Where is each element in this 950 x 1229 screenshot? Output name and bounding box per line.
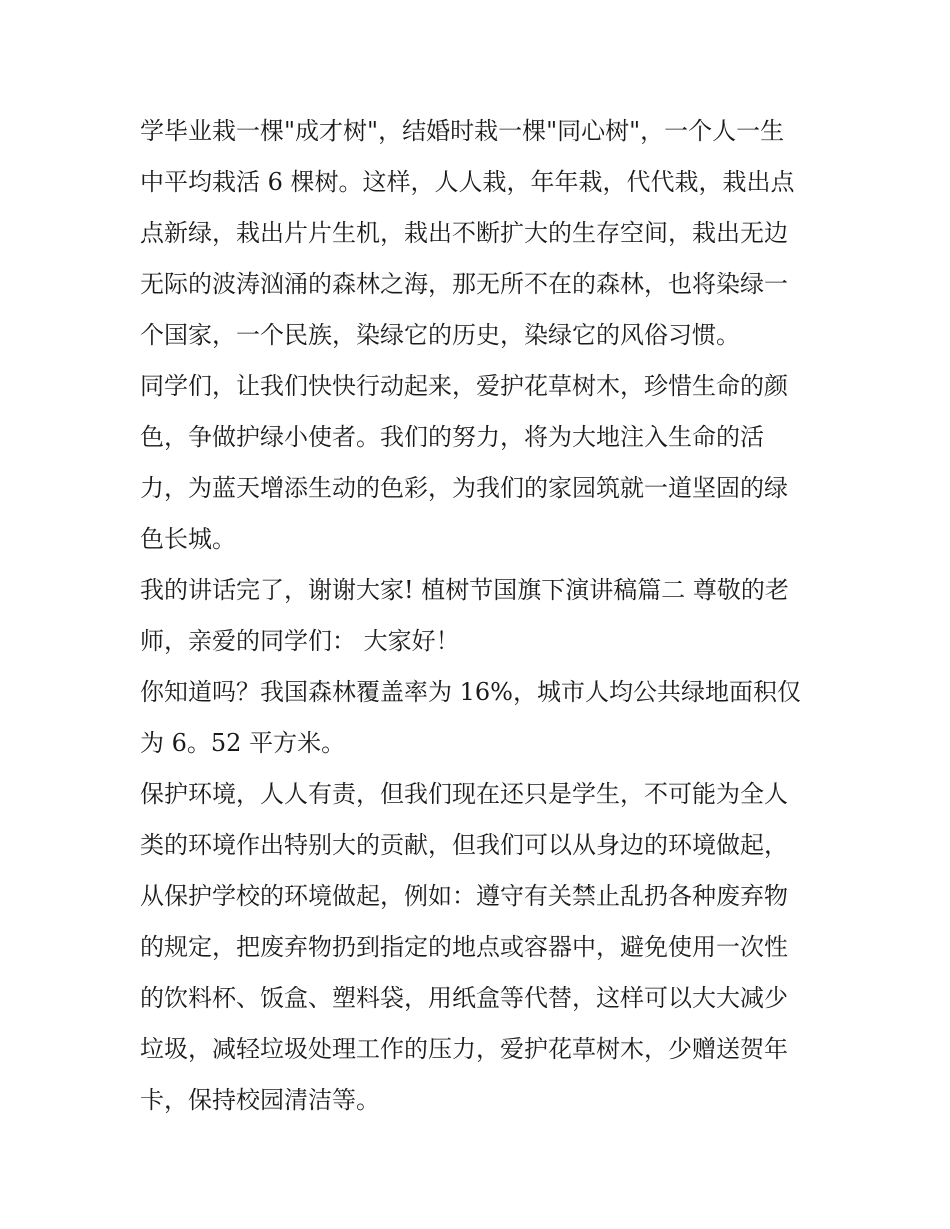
text-line: 为 6。52 平方米。 [140,729,346,757]
text-line: 的规定，把废弃物扔到指定的地点或容器中，避免使用一次性 [140,933,788,961]
text-line: 的饮料杯、饭盒、塑料袋，用纸盒等代替，这样可以大大减少 [140,984,788,1012]
text-line: 个国家，一个民族，染绿它的历史，染绿它的风俗习惯。 [140,321,740,349]
text-line: 力，为蓝天增添生动的色彩，为我们的家园筑就一道坚固的绿 [140,474,788,502]
text-line: 类的环境作出特别大的贡献，但我们可以从身边的环境做起， [140,831,788,859]
text-line: 师，亲爱的同学们： 大家好！ [140,627,460,655]
text-line: 我的讲话完了，谢谢大家! 植树节国旗下演讲稿篇二 尊敬的老 [140,576,789,604]
text-line: 无际的波涛汹涌的森林之海，那无所不在的森林，也将染绿一 [140,270,788,298]
text-line: 色长城。 [140,525,236,553]
text-line: 你知道吗？我国森林覆盖率为 16%，城市人均公共绿地面积仅 [140,678,801,706]
text-line: 中平均栽活 6 棵树。这样，人人栽，年年栽，代代栽，栽出点 [140,168,795,196]
text-line: 点新绿，栽出片片生机，栽出不断扩大的生存空间，栽出无边 [140,219,788,247]
body-text [140,106,820,1126]
text-line: 保护环境，人人有责，但我们现在还只是学生，不可能为全人 [140,780,788,808]
text-line: 垃圾，减轻垃圾处理工作的压力，爱护花草树木，少赠送贺年 [140,1035,788,1063]
text-line: 学毕业栽一棵"成才树"，结婚时栽一棵"同心树"，一个人一生 [140,117,785,145]
text-line: 同学们，让我们快快行动起来，爱护花草树木，珍惜生命的颜 [140,372,788,400]
text-line: 色，争做护绿小使者。我们的努力，将为大地注入生命的活 [140,423,764,451]
text-line: 从保护学校的环境做起，例如：遵守有关禁止乱扔各种废弃物 [140,882,788,910]
text-line: 卡，保持校园清洁等。 [140,1086,380,1114]
